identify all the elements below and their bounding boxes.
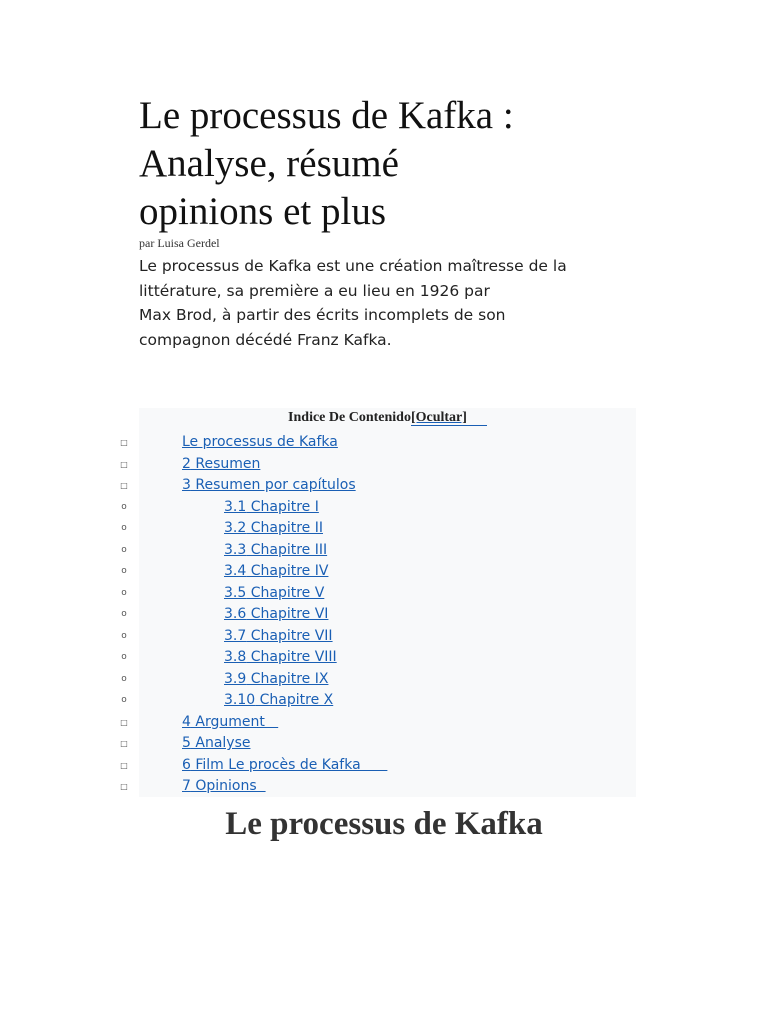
toc-link[interactable]: [182, 432, 338, 453]
circle-bullet-icon: o: [121, 501, 127, 512]
toc-link[interactable]: [224, 626, 333, 647]
square-bullet-icon: □: [120, 459, 128, 469]
toc-link[interactable]: [224, 583, 324, 604]
toc-item: [121, 690, 768, 711]
square-bullet-icon: □: [120, 481, 128, 490]
toc-link[interactable]: [182, 733, 250, 754]
square-bullet-icon: □: [120, 760, 128, 770]
toc-item: [121, 626, 768, 647]
toc-item: [120, 712, 768, 733]
toc-item: [121, 497, 768, 518]
circle-bullet-icon: o: [121, 673, 127, 684]
toc-item-label: Chapitre VIII: [246, 649, 337, 665]
circle-bullet-icon: o: [121, 523, 127, 533]
toc-item: [121, 604, 768, 625]
toc-item-number: 3.9: [224, 670, 247, 687]
toc-link[interactable]: [224, 540, 327, 561]
toc-item-number: 3.5: [224, 584, 247, 601]
toc-item: [120, 475, 768, 496]
square-bullet-icon: □: [120, 739, 128, 748]
toc-title: [139, 410, 636, 426]
toc-link[interactable]: [224, 497, 319, 518]
toc-link[interactable]: [224, 690, 333, 711]
toc-item-label: Chapitre IX: [246, 670, 329, 687]
circle-bullet-icon: o: [121, 630, 127, 641]
toc-toggle-link[interactable]: [Ocultar]: [411, 410, 487, 426]
toc-item: [120, 755, 768, 776]
intro-line: littérature, sa première a eu lieu en 1926 par: [139, 281, 490, 300]
toc-item: [121, 540, 768, 561]
toc-link[interactable]: [182, 755, 387, 776]
toc-item: [121, 561, 768, 582]
article-title: [139, 92, 659, 236]
toc-link[interactable]: [182, 475, 356, 496]
toc-item: [120, 454, 768, 475]
title-line: opinions et plus: [139, 190, 387, 233]
table-of-contents: [120, 408, 636, 797]
toc-item-label: Resumen por capítulos: [190, 477, 356, 493]
toc-link[interactable]: [224, 669, 328, 690]
intro-line: compagnon décédé Franz Kafka.: [139, 330, 392, 349]
intro-line: Le processus de Kafka est une création maîtresse de la: [139, 257, 567, 275]
toc-item-label: Resumen: [190, 455, 261, 472]
toc-link[interactable]: [224, 518, 323, 539]
title-line: Analyse, résumé: [139, 142, 399, 185]
toc-item-label: Chapitre I: [246, 498, 319, 515]
toc-link[interactable]: [182, 776, 266, 797]
toc-item-number: 3.3: [224, 541, 247, 558]
toc-item-number: 7: [182, 778, 191, 794]
circle-bullet-icon: o: [121, 566, 127, 576]
toc-item: [121, 647, 768, 668]
toc-link[interactable]: [182, 454, 260, 475]
square-bullet-icon: □: [120, 782, 128, 791]
toc-item-number: 3.1: [224, 498, 247, 515]
toc-item-label: Chapitre II: [246, 520, 323, 536]
section-heading: Le processus de Kafka: [225, 806, 543, 842]
toc-link[interactable]: [224, 561, 328, 582]
toc-item-label: Opinions: [190, 778, 266, 794]
toc-item-number: 6: [182, 756, 191, 773]
circle-bullet-icon: o: [121, 609, 127, 619]
toc-item-number: 3.7: [224, 627, 247, 644]
toc-item-number: 5: [182, 735, 191, 751]
circle-bullet-icon: o: [121, 695, 127, 705]
toc-item-number: 3.10: [224, 692, 256, 708]
toc-item-label: Film Le procès de Kafka: [190, 756, 388, 773]
toc-link[interactable]: [182, 712, 278, 733]
toc-item: [120, 776, 768, 797]
toc-item-label: Analyse: [190, 735, 251, 751]
toc-item-number: 3.4: [224, 563, 247, 579]
toc-item-number: 3.6: [224, 606, 247, 622]
toc-item-label: Chapitre III: [246, 541, 328, 558]
toc-item: [121, 583, 768, 604]
toc-item-label: Le processus de Kafka: [182, 434, 338, 450]
title-line: Le processus de Kafka :: [139, 94, 514, 137]
square-bullet-icon: □: [120, 717, 128, 727]
toc-item-label: Chapitre V: [246, 584, 325, 601]
intro-line: Max Brod, à partir des écrits incomplets de son: [139, 306, 506, 324]
toc-item-label: Chapitre X: [255, 692, 334, 708]
toc-item-number: 4: [182, 713, 191, 730]
toc-item-number: 2: [182, 455, 191, 472]
toc-item: [121, 669, 768, 690]
toc-item-label: Argument: [190, 713, 279, 730]
toc-link[interactable]: [224, 604, 328, 625]
toc-item-label: Chapitre VII: [246, 627, 333, 644]
toc-item-label: Chapitre IV: [246, 563, 329, 579]
toc-item-number: 3: [182, 477, 191, 493]
square-bullet-icon: □: [120, 438, 128, 447]
toc-link[interactable]: [224, 647, 337, 668]
circle-bullet-icon: o: [121, 652, 127, 662]
author-byline: par Luisa Gerdel: [139, 236, 220, 250]
toc-item: [120, 432, 768, 453]
toc-item-label: Chapitre VI: [246, 606, 329, 622]
toc-item: [120, 733, 768, 754]
circle-bullet-icon: o: [121, 587, 127, 598]
toc-title-text: Indice De Contenido: [288, 410, 411, 425]
intro-paragraph: [139, 254, 609, 352]
toc-item-number: 3.2: [224, 520, 247, 536]
toc-item: [121, 518, 768, 539]
circle-bullet-icon: o: [121, 544, 127, 555]
toc-item-number: 3.8: [224, 649, 247, 665]
